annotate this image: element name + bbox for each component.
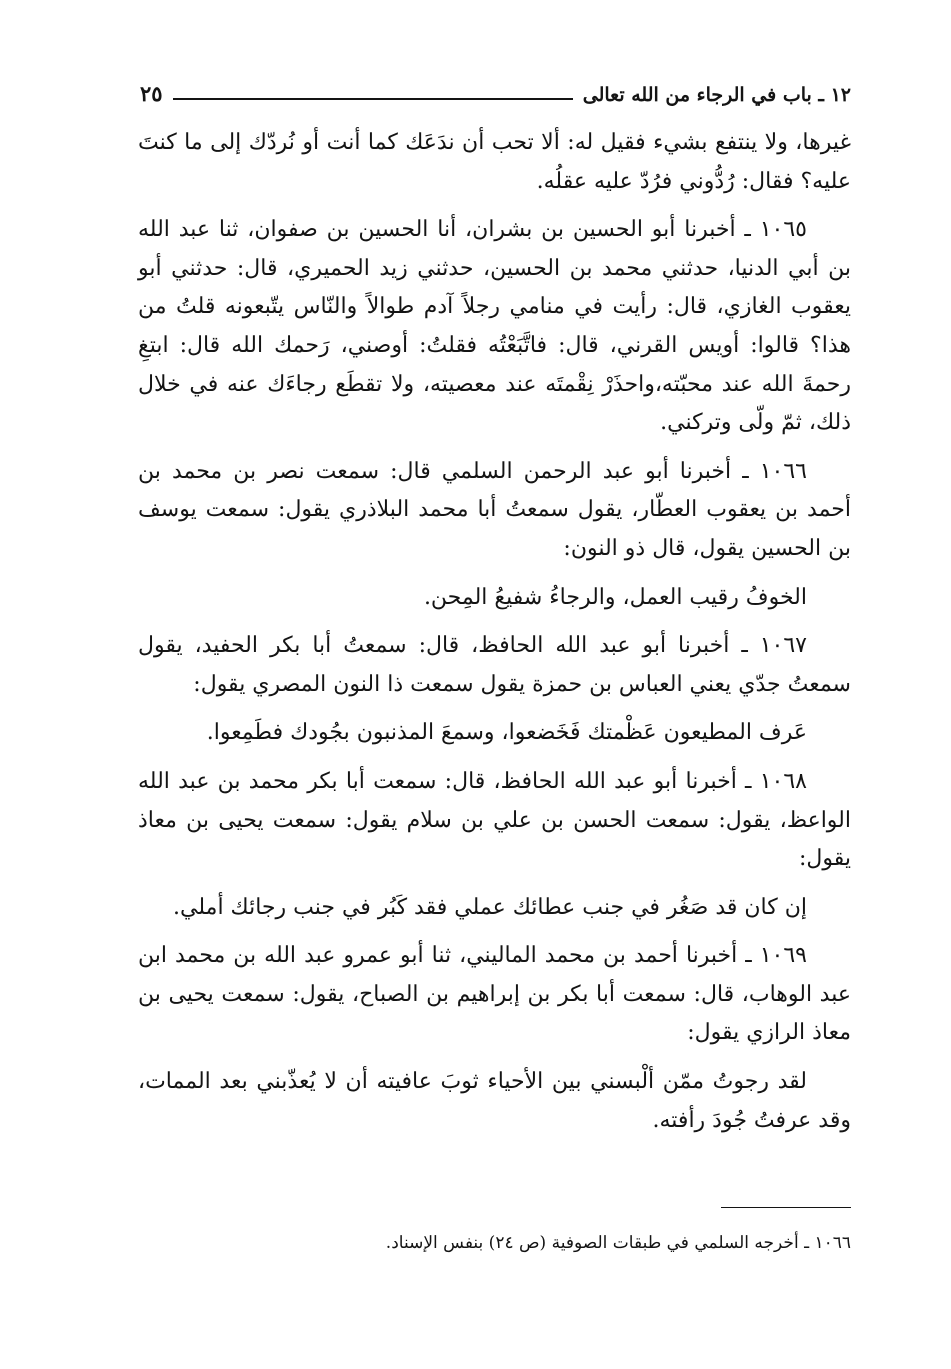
chapter-title: ١٢ ـ باب في الرجاء من الله تعالى — [582, 84, 851, 106]
hadith-1066: ١٠٦٦ ـ أخبرنا أبو عبد الرحمن السلمي قال: سمعت نصر بن محمد بن أحمد بن يعقوب العطّار، يقول سمعتُ أبا محمد البلاذري يقول: سمعت يوسف بن الحسين يقول، قال ذو النون: — [138, 458, 851, 561]
hadith-1069: ١٠٦٩ ـ أخبرنا أحمد بن محمد الماليني، ثنا أبو عمرو عبد الله بن محمد ابن عبد الوهاب، قال: سمعت أبا بكر بن إبراهيم بن الصباح، يقول: سمعت يحيى بن معاذ الرازي يقول: — [138, 943, 851, 1046]
quote-yahya-2: لقد رجوتُ ممّن ألْبسني بين الأحياء ثوبَ عافيته أن لا يُعذّبني بعد الممات، وقد عرفتُ جُودَ رأفته. — [138, 1069, 851, 1133]
hadith-1068: ١٠٦٨ ـ أخبرنا أبو عبد الله الحافظ، قال: سمعت أبا بكر محمد بن عبد الله الواعظ، يقول: سمعت الحسن بن علي بن سلام يقول: سمعت يحيى بن معاذ يقول: — [138, 768, 851, 872]
page-number: ٢٥ — [140, 81, 163, 106]
page-body — [138, 124, 851, 1150]
quote-dhu-al-nun-1: الخوفُ رقيب العمل، والرجاءُ شفيعُ المِحن. — [423, 584, 807, 610]
paragraph-continuation: غيرها، ولا ينتفع بشيء فقيل له: ألا تحب أن ندَعَك كما أنت أو نُردّك إلى ما كنتَ عليه؟ فقال: رُدُّوني فرُدّ عليه عقلُه. — [138, 130, 851, 194]
hadith-1065: ١٠٦٥ ـ أخبرنا أبو الحسين بن بشران، أنا الحسين بن صفوان، ثنا عبد الله بن أبي الدنيا، حدثني محمد بن الحسين، حدثني زيد الحميري، قال: حدثني أبو يعقوب الغازي، قال: رأيت في منامي رجلاً آدم طوالاً والنّاس يتّبعونه قلتُ من هذا؟ قالوا: أويس القرني، قال: فاتَّبَعْتُه فقلتُ: أوصني، رَحمك الله قال: ابتغِ رحمةَ الله عند محبّته،واحذَرْ نِقْمتَه عند معصيته، ولا تقطَع رجاءَك عنه في خلال ذلك، ثمّ ولّى وتركني. — [138, 217, 851, 436]
header-rule — [173, 98, 573, 100]
quote-dhu-al-nun-2: عَرف المطيعون عَظْمتك فَخَضعوا، وسمعَ المذنبون بجُودك فطَمِعوا. — [206, 720, 807, 746]
footnote-1066: ١٠٦٦ ـ أخرجه السلمي في طبقات الصوفية (ص ٢٤) بنفس الإسناد. — [385, 1233, 851, 1253]
footnote-divider — [721, 1207, 851, 1208]
hadith-1067: ١٠٦٧ ـ أخبرنا أبو عبد الله الحافظ، قال: سمعتُ أبا بكر الحفيد، يقول سمعتُ جدّي يعني العباس بن حمزة يقول سمعت ذا النون المصري يقول: — [138, 633, 851, 697]
running-header — [140, 72, 851, 106]
quote-yahya-1: إن كان قد صَغُر في جنب عطائك عملي فقد كَبُر في جنب رجائك أملي. — [173, 894, 807, 920]
